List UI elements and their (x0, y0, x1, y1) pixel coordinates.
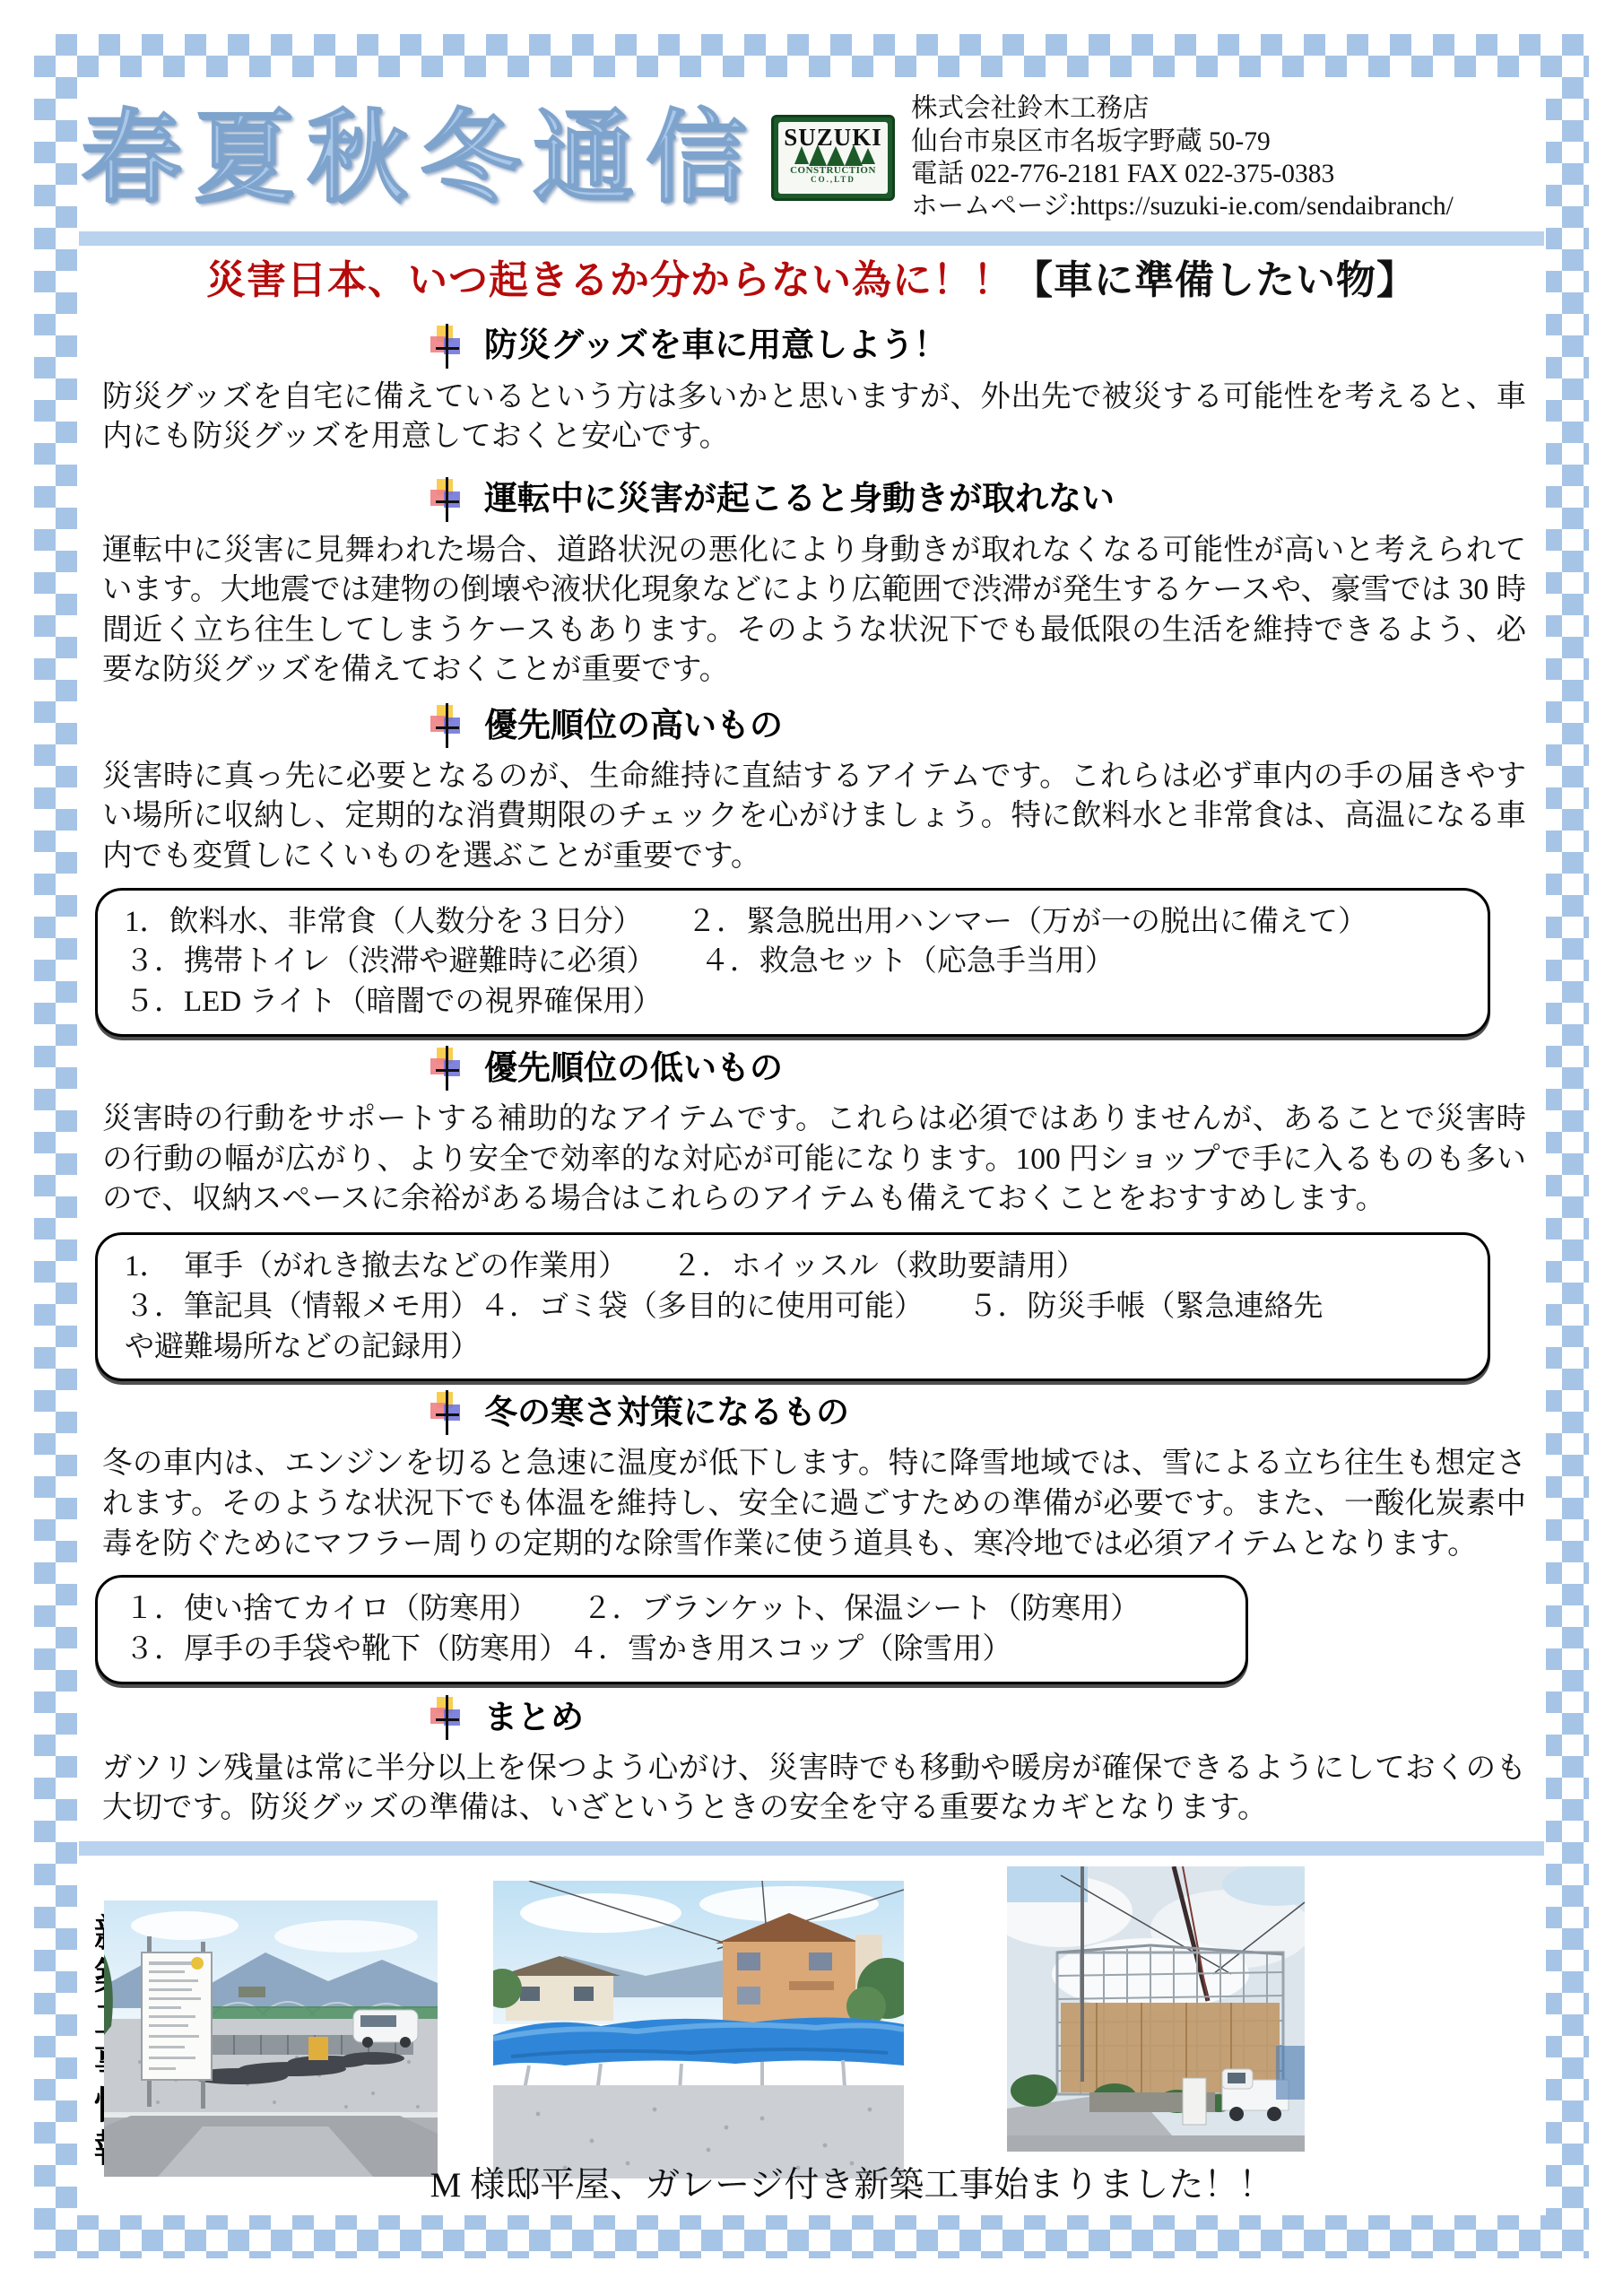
section-body: 災害時に真っ先に必要となるのが、生命維持に直結するアイテムです。これらは必ず車内の手の届きやすい場所に収納し、定期的な消費期限のチェックを心がけましょう。特に飲料水と非常食は、高温になる車内でも変質しにくいものを選ぶことが重要です。 (102, 759, 1526, 873)
photo-scaffolding-crane (1007, 1866, 1305, 2152)
company-website: ホームページ:https://suzuki-ie.com/sendaibranch/ (911, 192, 1454, 222)
blue-tarp (493, 2017, 904, 2066)
section-body: 運転中に災害に見舞われた場合、道路状況の悪化により身動きが取れなくなる可能性が高いと考えられています。大地震では建物の倒壊や液状化現象などにより広範囲で渋滞が発生するケースや、豪雪では 30 時間近く立ち往生してしまうケースもあります。そのような状況下でも最低限の生活を維持できるよう、必要な防災グッズを備えておくことが重要です。 (102, 533, 1526, 687)
winter-items-box (95, 1575, 1248, 1684)
section-body: 冬の車内は、エンジンを切ると急速に温度が低下します。特に降雪地域では、雪による立ち往生も想定されます。そのような状況下でも体温を維持し、安全に過ごすための準備が必要です。また、一酸化炭素中毒を防ぐためにマフラー周りの定期的な除雪作業に使う道具も、寒冷地では必須アイテムとなります。 (102, 1447, 1526, 1561)
header-divider-bar (79, 231, 1544, 246)
company-info (911, 92, 1454, 222)
page-content (79, 79, 1544, 2217)
suzuki-logo (771, 115, 895, 201)
white-van (353, 2010, 418, 2048)
box-line: ３．携帯トイレ（渋滞や避難時に必須） ４．救急セット（応急手当用） (125, 945, 1115, 978)
newsletter-title: 春夏秋冬通信 (81, 101, 759, 213)
photo-construction-site-signboard (104, 1900, 438, 2177)
priority-low-items-box (95, 1232, 1490, 1382)
section-heading-high-priority (429, 703, 1544, 748)
footer-divider-bar (79, 1841, 1544, 1856)
heading-bullet-icon (429, 477, 466, 522)
heading-bullet-icon (429, 1695, 466, 1740)
main-title-red: 災害日本、いつ起きるか分からない為に！！ (206, 258, 1013, 302)
logo-construction-text: CONSTRUCTION (790, 165, 876, 176)
company-name: 株式会社鈴木工務店 (911, 94, 1150, 124)
section-body: 災害時の行動をサポートする補助的なアイテムです。これらは必須ではありませんが、あることで災害時の行動の幅が広がり、より安全で効率的な対応が可能になります。100 円ショップで手に入るものも多いので、収納スペースに余裕がある場合はこれらのアイテムも備えておくことをおすすめします。 (102, 1102, 1526, 1216)
section-body: ガソリン残量は常に半分以上を保つよう心がけ、災害時でも移動や暖房が確保できるようにしておくのも大切です。防災グッズの準備は、いざというときの安全を守る重要なカギとなります。 (102, 1751, 1526, 1825)
priority-high-items-box (95, 888, 1490, 1038)
section-heading-text: まとめ (484, 1698, 584, 1735)
box-line: ３．厚手の手袋や靴下（防寒用）４．雪かき用スコップ（除雪用） (125, 1632, 1012, 1665)
box-line: 1． 軍手（がれき撤去などの作業用） ２．ホイッスル（救助要請用） (125, 1249, 1086, 1283)
box-line: ３．筆記具（情報メモ用）４．ゴミ袋（多目的に使用可能） ５．防災手帳（緊急連絡先 (125, 1290, 1324, 1323)
photo-caption: M 様邸平屋、ガレージ付き新築工事始まりました！！ (430, 2165, 1274, 2205)
section-heading-low-priority (429, 1046, 1544, 1091)
box-line: や避難場所などの記録用） (125, 1330, 480, 1363)
header (79, 79, 1544, 231)
main-title-black: 【車に準備したい物】 (1013, 258, 1417, 302)
section-heading-stuck-while-driving (429, 477, 1544, 522)
heading-bullet-icon (429, 703, 466, 748)
logo-wordmark: SUZUKI (784, 124, 882, 151)
section-heading-text: 優先順位の低いもの (484, 1048, 783, 1086)
logo-coltd-text: CO.,LTD (811, 175, 855, 185)
section-heading-text: 防災グッズを車に用意しよう！ (484, 326, 948, 364)
heading-bullet-icon (429, 324, 466, 369)
section-heading-winter-cold (429, 1390, 1544, 1435)
main-title (79, 258, 1544, 304)
heading-bullet-icon (429, 1046, 466, 1091)
box-line: ５．LED ライト（暗闇での視界確保用） (125, 986, 663, 1019)
construction-news-band (79, 1866, 1544, 2205)
section-heading-text: 優先順位の高いもの (484, 706, 783, 744)
section-heading-summary (429, 1695, 1544, 1740)
photo-foundation-blue-tarp (493, 1881, 904, 2179)
section-heading-prepare-goods (429, 324, 1544, 369)
box-line: １．使い捨てカイロ（防寒用） ２．ブランケット、保温シート（防寒用） (125, 1593, 1141, 1626)
box-line: 1．飲料水、非常食（人数分を３日分） ２．緊急脱出用ハンマー（万が一の脱出に備えて） (125, 905, 1367, 938)
section-body: 防災グッズを自宅に備えているという方は多いかと思いますが、外出先で被災する可能性を考えると、車内にも防災グッズを用意しておくと安心です。 (102, 379, 1526, 454)
company-phone-fax: 電話 022-776-2181 FAX 022-375-0383 (911, 160, 1335, 188)
section-heading-text: 冬の寒さ対策になるもの (484, 1394, 849, 1431)
section-heading-text: 運転中に災害が起こると身動きが取れない (484, 480, 1115, 517)
heading-bullet-icon (429, 1390, 466, 1435)
company-address: 仙台市泉区市名坂字野蔵 50-79 (911, 126, 1271, 156)
